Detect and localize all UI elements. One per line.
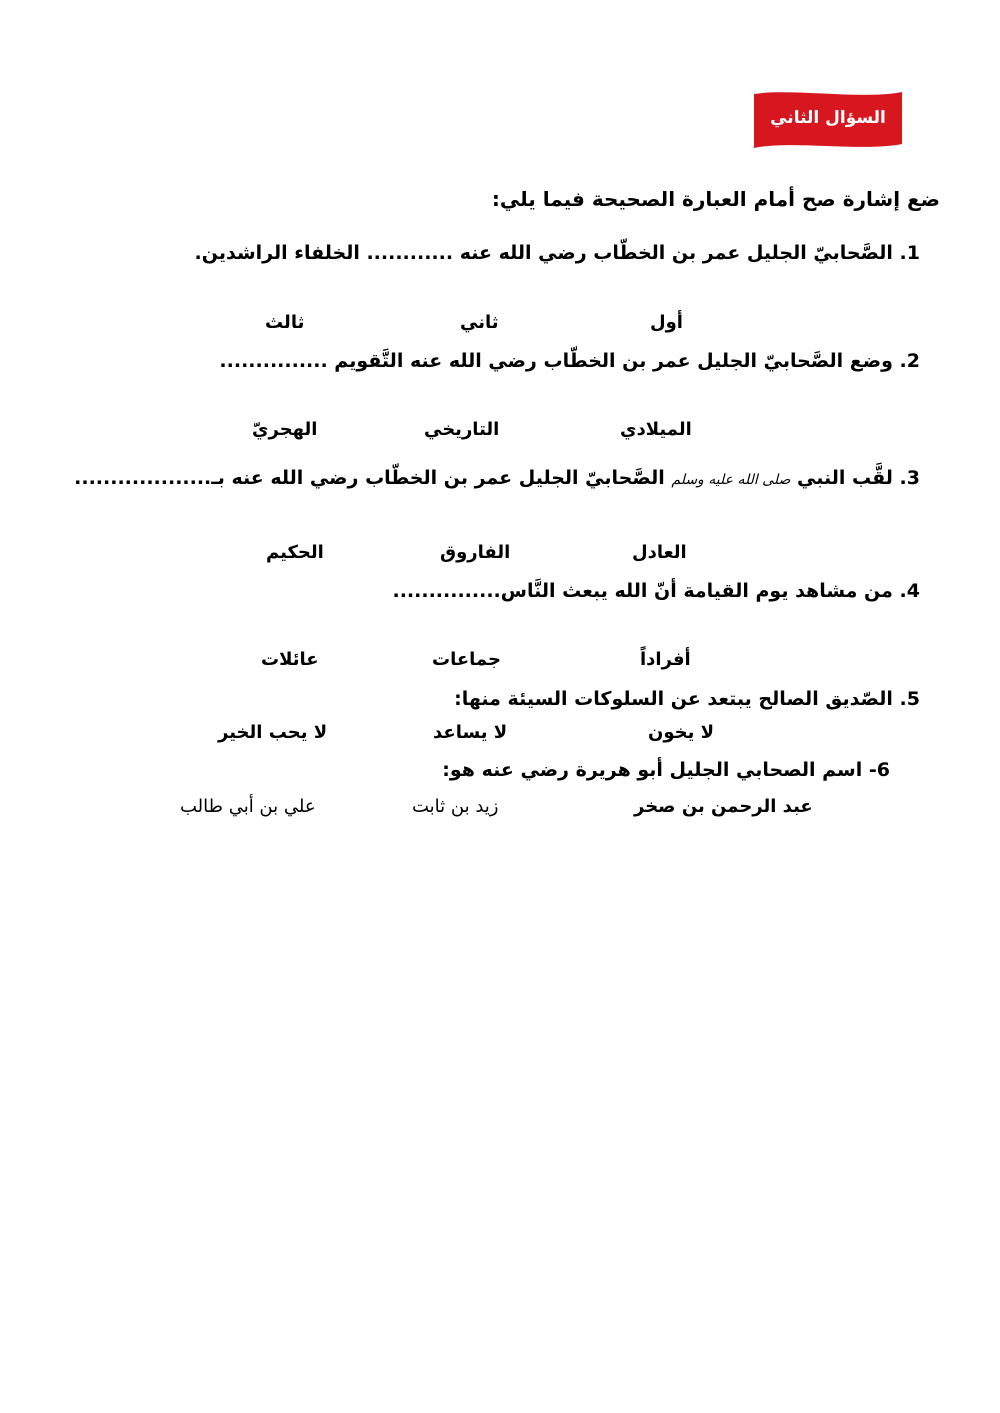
question-6 [442, 757, 890, 783]
q4-option-1[interactable]: أفراداً [640, 649, 691, 670]
question-number: 6- [868, 759, 890, 781]
q4-option-2[interactable]: جماعات [432, 649, 501, 670]
q2-option-1[interactable]: الميلادي [620, 419, 692, 440]
q2-option-3[interactable]: الهجريّ [252, 419, 318, 440]
question-text: وضع الصَّحابيّ الجليل عمر بن الخطّاب رضي الله عنه التَّقويم ............... [219, 350, 893, 372]
instructions: ضع إشارة صح أمام العبارة الصحيحة فيما يلي: [491, 187, 940, 211]
question-number: 4. [899, 580, 920, 602]
question-5 [454, 686, 920, 712]
question-text: اسم الصحابي الجليل أبو هريرة رضي عنه هو: [442, 759, 863, 781]
q5-option-2[interactable]: لا يساعد [433, 722, 508, 743]
q5-option-1[interactable]: لا يخون [648, 722, 715, 743]
question-text: من مشاهد يوم القيامة أنّ الله يبعث النَّاس............... [392, 580, 893, 602]
q6-option-1[interactable]: عبد الرحمن بن صخر [634, 796, 813, 817]
question-1 [195, 240, 920, 266]
title-banner [752, 88, 904, 154]
q2-option-2[interactable]: التاريخي [424, 419, 500, 440]
question-number: 1. [899, 242, 920, 264]
question-text-after: الصَّحابيّ الجليل عمر بن الخطّاب رضي الله عنه بـ................... [74, 467, 665, 489]
q6-option-3[interactable]: علي بن أبي طالب [180, 796, 316, 817]
section-title: السؤال الثاني [770, 108, 886, 128]
q1-option-3[interactable]: ثالث [265, 312, 305, 333]
q3-option-3[interactable]: الحكيم [266, 542, 324, 563]
question-3 [74, 465, 920, 493]
q5-option-3[interactable]: لا يحب الخير [218, 722, 328, 743]
q3-option-1[interactable]: العادل [632, 542, 687, 563]
honorific: صلى الله عليه وسلم [671, 472, 791, 488]
q3-option-2[interactable]: الفاروق [440, 542, 511, 563]
question-text-before: لقَّب النبي [797, 467, 893, 489]
question-2 [219, 348, 920, 374]
question-number: 3. [899, 467, 920, 489]
q4-option-3[interactable]: عائلات [261, 649, 319, 670]
question-4 [393, 578, 921, 604]
q6-option-2[interactable]: زيد بن ثابت [412, 796, 499, 817]
q1-option-2[interactable]: ثاني [460, 312, 499, 333]
question-text: الصَّحابيّ الجليل عمر بن الخطّاب رضي الله عنه ............ الخلفاء الراشدين. [194, 242, 893, 264]
question-number: 5. [899, 688, 920, 710]
q1-option-1[interactable]: أول [650, 312, 683, 333]
question-text: الصّديق الصالح يبتعد عن السلوكات السيئة منها: [454, 688, 893, 710]
question-number: 2. [899, 350, 920, 372]
